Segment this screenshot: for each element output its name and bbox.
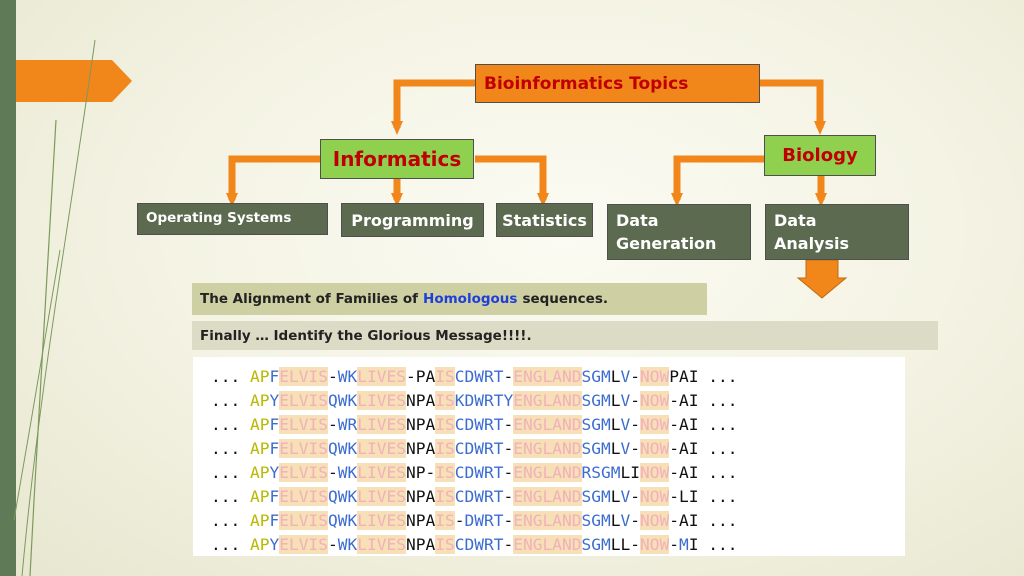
alignment-row: ... APFELVISQWKLIVESNPAISCDWRT-ENGLANDSGMLV-NOW-LI ...: [211, 487, 738, 506]
alignment-row: ... APFELVIS-WRLIVESNPAISCDWRT-ENGLANDSGMLV-NOW-AI ...: [211, 415, 738, 434]
biology-box: [764, 135, 876, 176]
alignment-row: ... APYELVISQWKLIVESNPAISKDWRTYENGLANDSGMLV-NOW-AI ...: [211, 391, 738, 410]
caption-glorious-message: [192, 321, 938, 350]
informatics-label: Informatics: [332, 147, 462, 171]
root-topic-label: Bioinformatics Topics: [484, 73, 689, 94]
caption-line2: Finally … Identify the Glorious Message!!!!.: [200, 327, 532, 344]
alignment-row: ... APFELVIS-WKLIVES-PAISCDWRT-ENGLANDSGMLV-NOWPAI ...: [211, 367, 738, 386]
alignment-row: ... APYELVIS-WKLIVESNPAISCDWRT-ENGLANDSGMLL-NOW-MI ...: [211, 535, 738, 554]
alignment-rows: [211, 365, 905, 557]
informatics-box: [320, 139, 474, 179]
down-arrow-icon: [798, 260, 846, 298]
data-analysis-box: [765, 204, 909, 260]
biology-label: Biology: [782, 145, 858, 166]
programming-label: Programming: [351, 210, 474, 230]
programming-box: [341, 203, 484, 237]
statistics-box: [496, 203, 593, 237]
root-topic-box: [475, 64, 760, 103]
operating-systems-label: Operating Systems: [146, 210, 292, 226]
caption-line1-post: sequences.: [522, 291, 608, 307]
alignment-row: ... APFELVISQWKLIVESNPAIS-DWRT-ENGLANDSGMLV-NOW-AI ...: [211, 511, 738, 530]
alignment-row: ... APYELVIS-WKLIVESNP-ISCDWRT-ENGLANDRSGMLINOW-AI ...: [211, 463, 738, 482]
caption-line1-pre: The Alignment of Families of: [200, 291, 419, 307]
operating-systems-box: [137, 203, 328, 235]
data-generation-line2: Generation: [616, 234, 717, 253]
caption-line1-highlight: Homologous: [423, 291, 518, 307]
sequence-alignment-panel: [193, 357, 905, 556]
caption-alignment-families: [192, 283, 707, 315]
alignment-row: ... APFELVISQWKLIVESNPAISCDWRT-ENGLANDSGMLV-NOW-AI ...: [211, 439, 738, 458]
data-generation-box: [607, 204, 751, 260]
data-generation-line1: Data: [616, 211, 659, 230]
statistics-label: Statistics: [502, 210, 587, 230]
data-analysis-line1: Data: [774, 211, 817, 230]
data-analysis-line2: Analysis: [774, 234, 850, 253]
